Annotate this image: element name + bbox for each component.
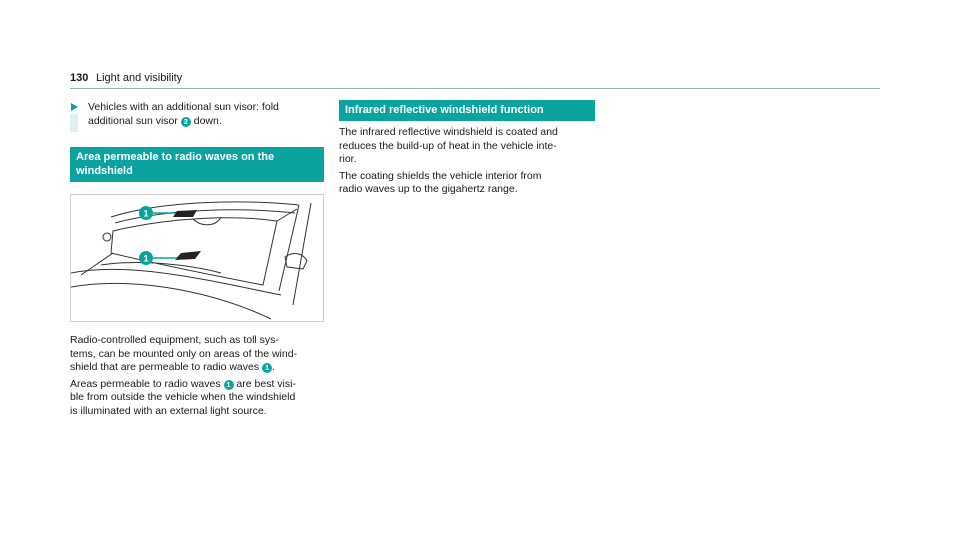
- r-para1-line2: reduces the build-up of heat in the vehicle inte-: [339, 139, 557, 152]
- paragraph-coating: [339, 126, 595, 167]
- windshield-drawing: [71, 195, 323, 321]
- callout-badge-1: 1: [262, 363, 272, 373]
- header-section-title: Light and visibility: [96, 72, 183, 84]
- header-divider: [70, 88, 880, 89]
- step-marker-bar: [70, 114, 78, 132]
- para1-line3-end: .: [272, 361, 275, 373]
- left-column: [70, 100, 324, 418]
- paragraph-toll-systems: [70, 334, 324, 375]
- right-column: [339, 100, 595, 197]
- para2-line1-text: Areas permeable to radio waves: [70, 377, 224, 390]
- para1-line2: tems, can be mounted only on areas of the wind-: [70, 347, 298, 360]
- r-para1-line1: The infrared reflective windshield is coated and: [339, 126, 558, 138]
- para1-line1: Radio-controlled equipment, such as toll sys-: [70, 334, 279, 346]
- section-heading-line-1: Area permeable to radio waves on the: [76, 151, 275, 163]
- step-line-2: [88, 114, 324, 128]
- para2-line2: ble from outside the vehicle when the windshield: [70, 391, 296, 403]
- para2-line3: is illuminated with an external light source.: [70, 404, 267, 417]
- para2-line1: [70, 378, 324, 392]
- windshield-illustration: [70, 194, 324, 322]
- step-line-1: Vehicles with an additional sun visor: fold: [88, 101, 279, 113]
- radio-equipment-text: [70, 334, 324, 418]
- arrow-bullet-icon: [71, 103, 78, 111]
- callout-1-bottom: [139, 251, 153, 265]
- para1-line3-text: shield that are permeable to radio waves: [70, 361, 263, 373]
- section-heading-radio-waves: [70, 147, 324, 182]
- para2-line1-end: are best visi-: [233, 377, 296, 390]
- instruction-step: [70, 100, 324, 128]
- paragraph-visibility: [70, 378, 324, 419]
- section-heading-line-2: windshield: [76, 165, 133, 177]
- callout-badge-1b: 1: [224, 380, 234, 390]
- callout-number-bottom: 1: [143, 253, 149, 264]
- r-para2-line2: radio waves up to the gigahertz range.: [339, 183, 518, 195]
- callout-badge-2: 2: [181, 117, 191, 127]
- callout-number-top: 1: [143, 208, 149, 219]
- callout-1-top: [139, 206, 153, 220]
- r-para1-line3: rior.: [339, 153, 357, 165]
- paragraph-shielding: [339, 170, 595, 197]
- page-header: [70, 72, 880, 88]
- page-number: 130: [70, 72, 89, 84]
- step-text: additional sun visor: [88, 115, 181, 127]
- step-text-end: down.: [190, 115, 222, 127]
- r-para2-line1: The coating shields the vehicle interior from: [339, 169, 542, 182]
- section-heading-infrared: Infrared reflective windshield function: [339, 100, 595, 121]
- para1-line3: [70, 361, 324, 375]
- infrared-text: [339, 126, 595, 197]
